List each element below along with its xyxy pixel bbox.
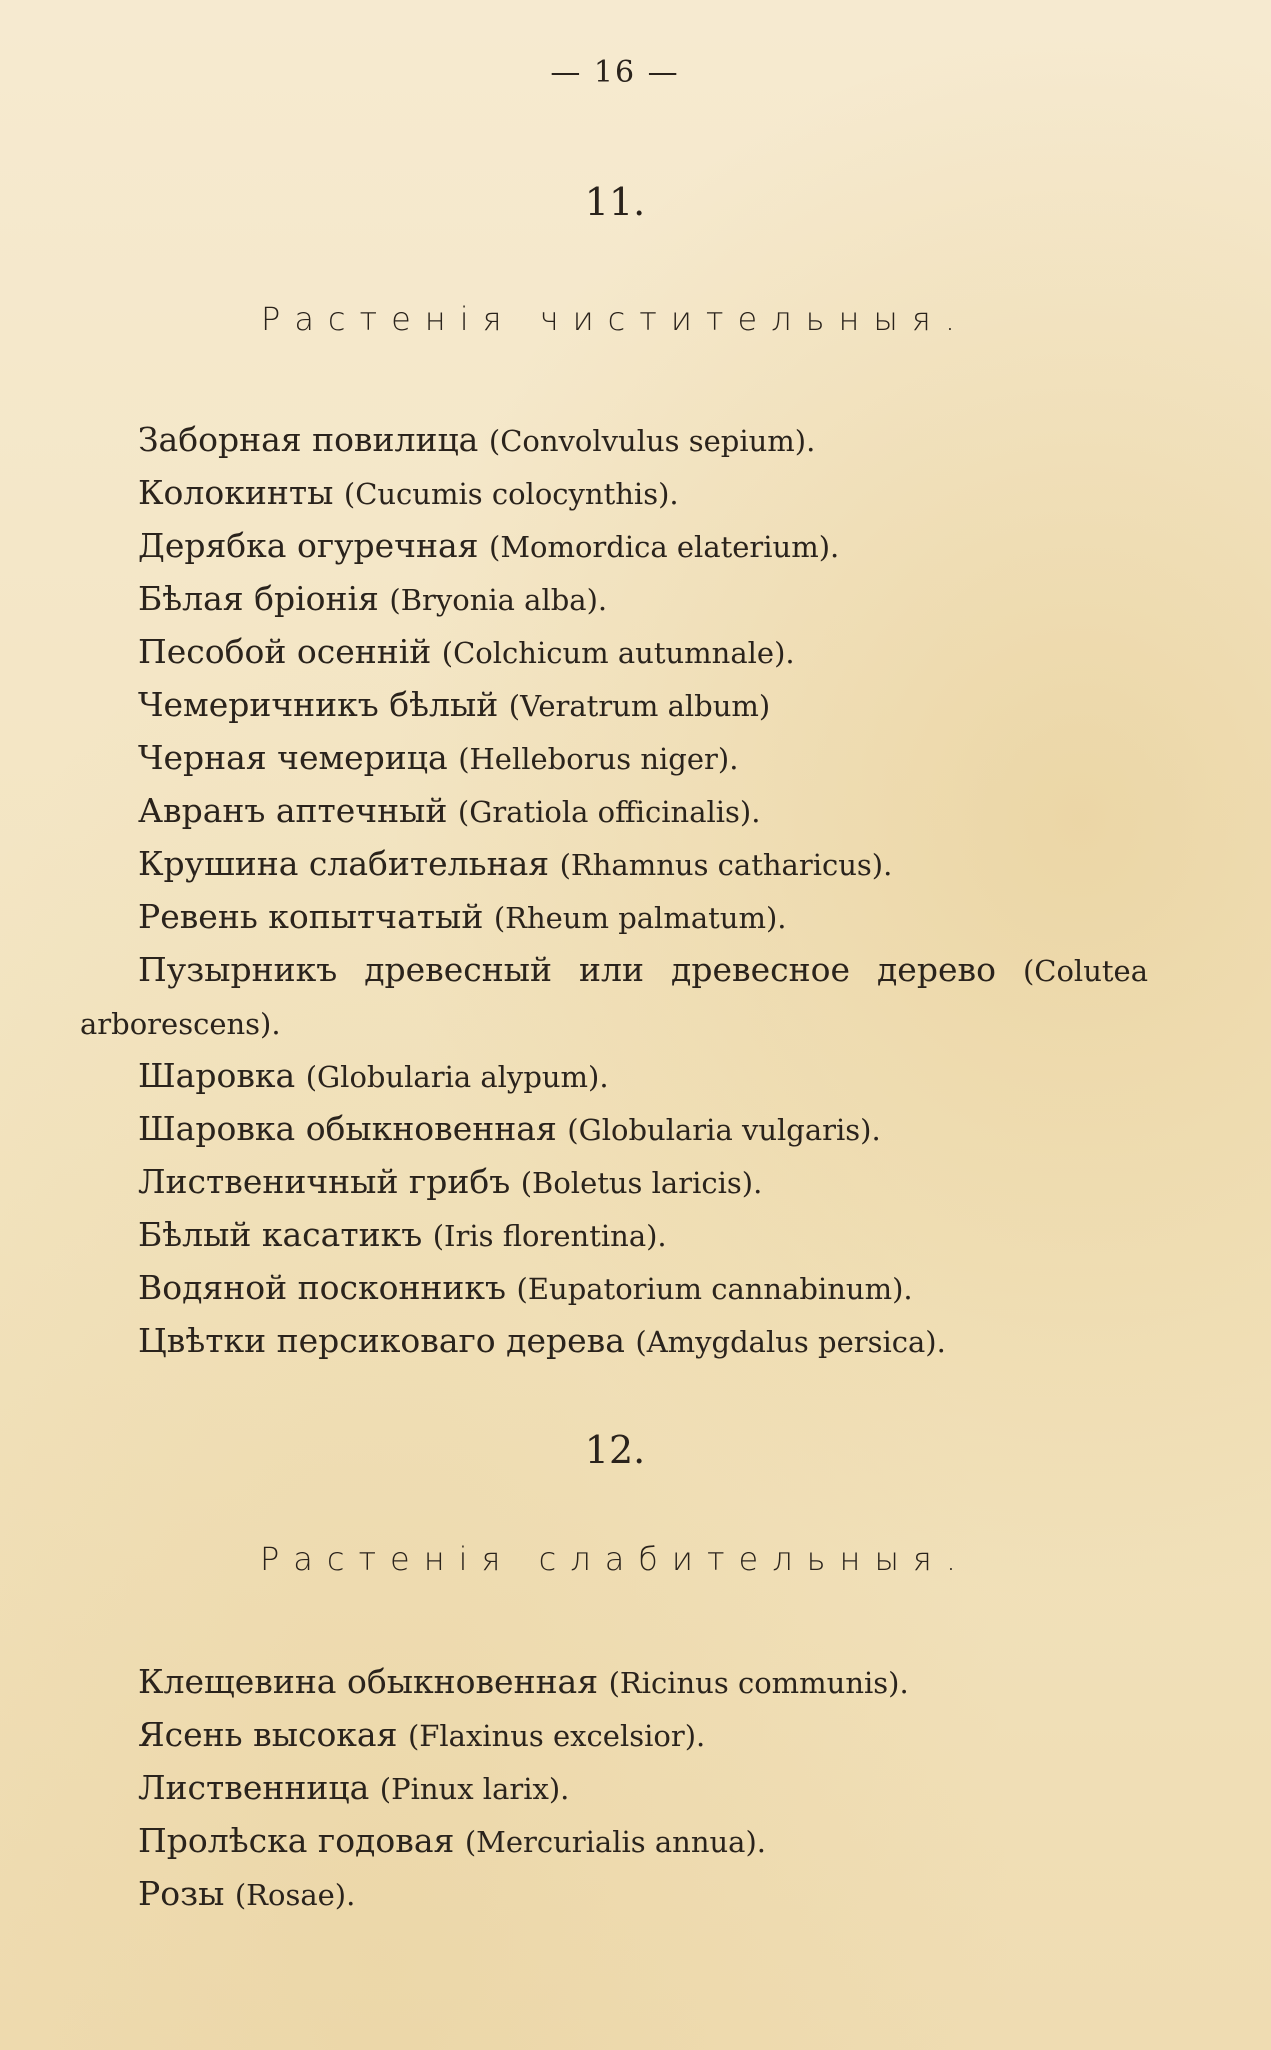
plant-name-russian: Клещевина обыкновенная (138, 1662, 599, 1701)
plant-entry (138, 837, 1148, 890)
plant-entry (138, 890, 1148, 943)
plant-name-latin: (Pinux larix). (379, 1772, 570, 1806)
plant-entry (138, 1761, 1148, 1814)
plant-name-russian: Бѣлая бріонія (138, 579, 379, 618)
plant-name-latin: (Boletus laricis). (520, 1166, 763, 1200)
plant-name-latin: (Veratrum album) (508, 689, 771, 723)
plant-name-russian: Пузырникъ древесный или древесное дерево (138, 950, 996, 989)
plant-name-latin: (Mercurialis annua). (464, 1825, 767, 1859)
plant-name-russian: Песобой осенній (138, 632, 432, 671)
plant-name-latin: (Colutea (1022, 954, 1148, 988)
plant-name-russian: Дерябка огуречная (138, 526, 479, 565)
plant-name-latin: (Rosae). (234, 1878, 356, 1912)
plant-entry (138, 1102, 1148, 1155)
plant-entry (138, 625, 1148, 678)
plant-name-russian: Шаровка (138, 1056, 296, 1095)
plant-name-russian: Цвѣтки персиковаго дерева (138, 1321, 625, 1360)
plant-entry (138, 1708, 1148, 1761)
plant-entry (138, 1155, 1148, 1208)
plant-entry (138, 572, 1148, 625)
plant-entry-line (138, 943, 1148, 998)
plant-name-latin: (Flaxinus excelsior). (407, 1719, 706, 1753)
plant-entry (138, 1208, 1148, 1261)
plant-name-russian: Колокинты (138, 473, 334, 512)
page-number: — 16 — (550, 55, 680, 90)
section-title: Растенія чистительныя. (261, 300, 969, 338)
plant-entry (138, 1049, 1148, 1102)
plant-name-russian: Шаровка обыкновенная (138, 1109, 557, 1148)
plant-name-russian: Крушина слабительная (138, 844, 550, 883)
plant-name-latin: (Colchicum autumnale). (441, 636, 795, 670)
plant-name-russian: Ревень копытчатый (138, 897, 484, 936)
section-number: 11. (584, 180, 646, 224)
plant-entry (138, 1814, 1148, 1867)
section-number: 12. (584, 1428, 646, 1472)
plant-entry (138, 678, 1148, 731)
plant-name-latin: (Convolvulus sepium). (488, 424, 816, 458)
plant-name-russian: Черная чемерица (138, 738, 448, 777)
plant-name-latin: (Gratiola officinalis). (457, 795, 761, 829)
plant-entry (138, 784, 1148, 837)
plant-entry (138, 1867, 1148, 1920)
plant-entry (138, 1655, 1148, 1708)
plant-list (80, 413, 1148, 1367)
plant-name-russian: Лиственичный грибъ (138, 1162, 511, 1201)
plant-entry (138, 1261, 1148, 1314)
plant-name-latin: (Bryonia alba). (389, 583, 608, 617)
plant-name-russian: Водяной посконникъ (138, 1268, 507, 1307)
plant-name-latin: (Ricinus communis). (608, 1666, 909, 1700)
plant-name-russian: Ясень высокая (138, 1715, 398, 1754)
plant-name-latin: (Rhamnus catharicus). (559, 848, 893, 882)
plant-name-russian: Заборная повилица (138, 420, 479, 459)
plant-entry (138, 1314, 1148, 1367)
plant-name-latin: (Cucumis colocynthis). (343, 477, 679, 511)
section-title: Растенія слабительныя. (259, 1540, 971, 1578)
plant-name-latin: (Eupatorium cannabinum). (516, 1272, 913, 1306)
plant-entry (138, 519, 1148, 572)
plant-name-latin: (Globularia vulgaris). (567, 1113, 881, 1147)
plant-name-latin: (Rheum palmatum). (493, 901, 787, 935)
plant-name-russian: Лиственница (138, 1768, 370, 1807)
plant-name-latin: (Amygdalus persica). (635, 1325, 946, 1359)
plant-entry (138, 413, 1148, 466)
plant-name-russian: Авранъ аптечный (138, 791, 448, 830)
plant-name-russian: Розы (138, 1874, 225, 1913)
plant-entry (138, 466, 1148, 519)
plant-name-latin-continued: arborescens). (80, 1007, 281, 1041)
plant-name-latin: (Momordica elaterium). (489, 530, 840, 564)
plant-entry (80, 943, 1148, 1049)
plant-list (138, 1655, 1148, 1920)
plant-entry (138, 731, 1148, 784)
plant-name-latin: (Helleborus niger). (458, 742, 739, 776)
plant-name-russian: Бѣлый касатикъ (138, 1215, 423, 1254)
plant-name-latin: (Globularia alypum). (305, 1060, 609, 1094)
plant-name-latin: (Iris florentina). (432, 1219, 667, 1253)
plant-name-russian: Чемеричникъ бѣлый (138, 685, 499, 724)
plant-name-russian: Пролѣска годовая (138, 1821, 455, 1860)
